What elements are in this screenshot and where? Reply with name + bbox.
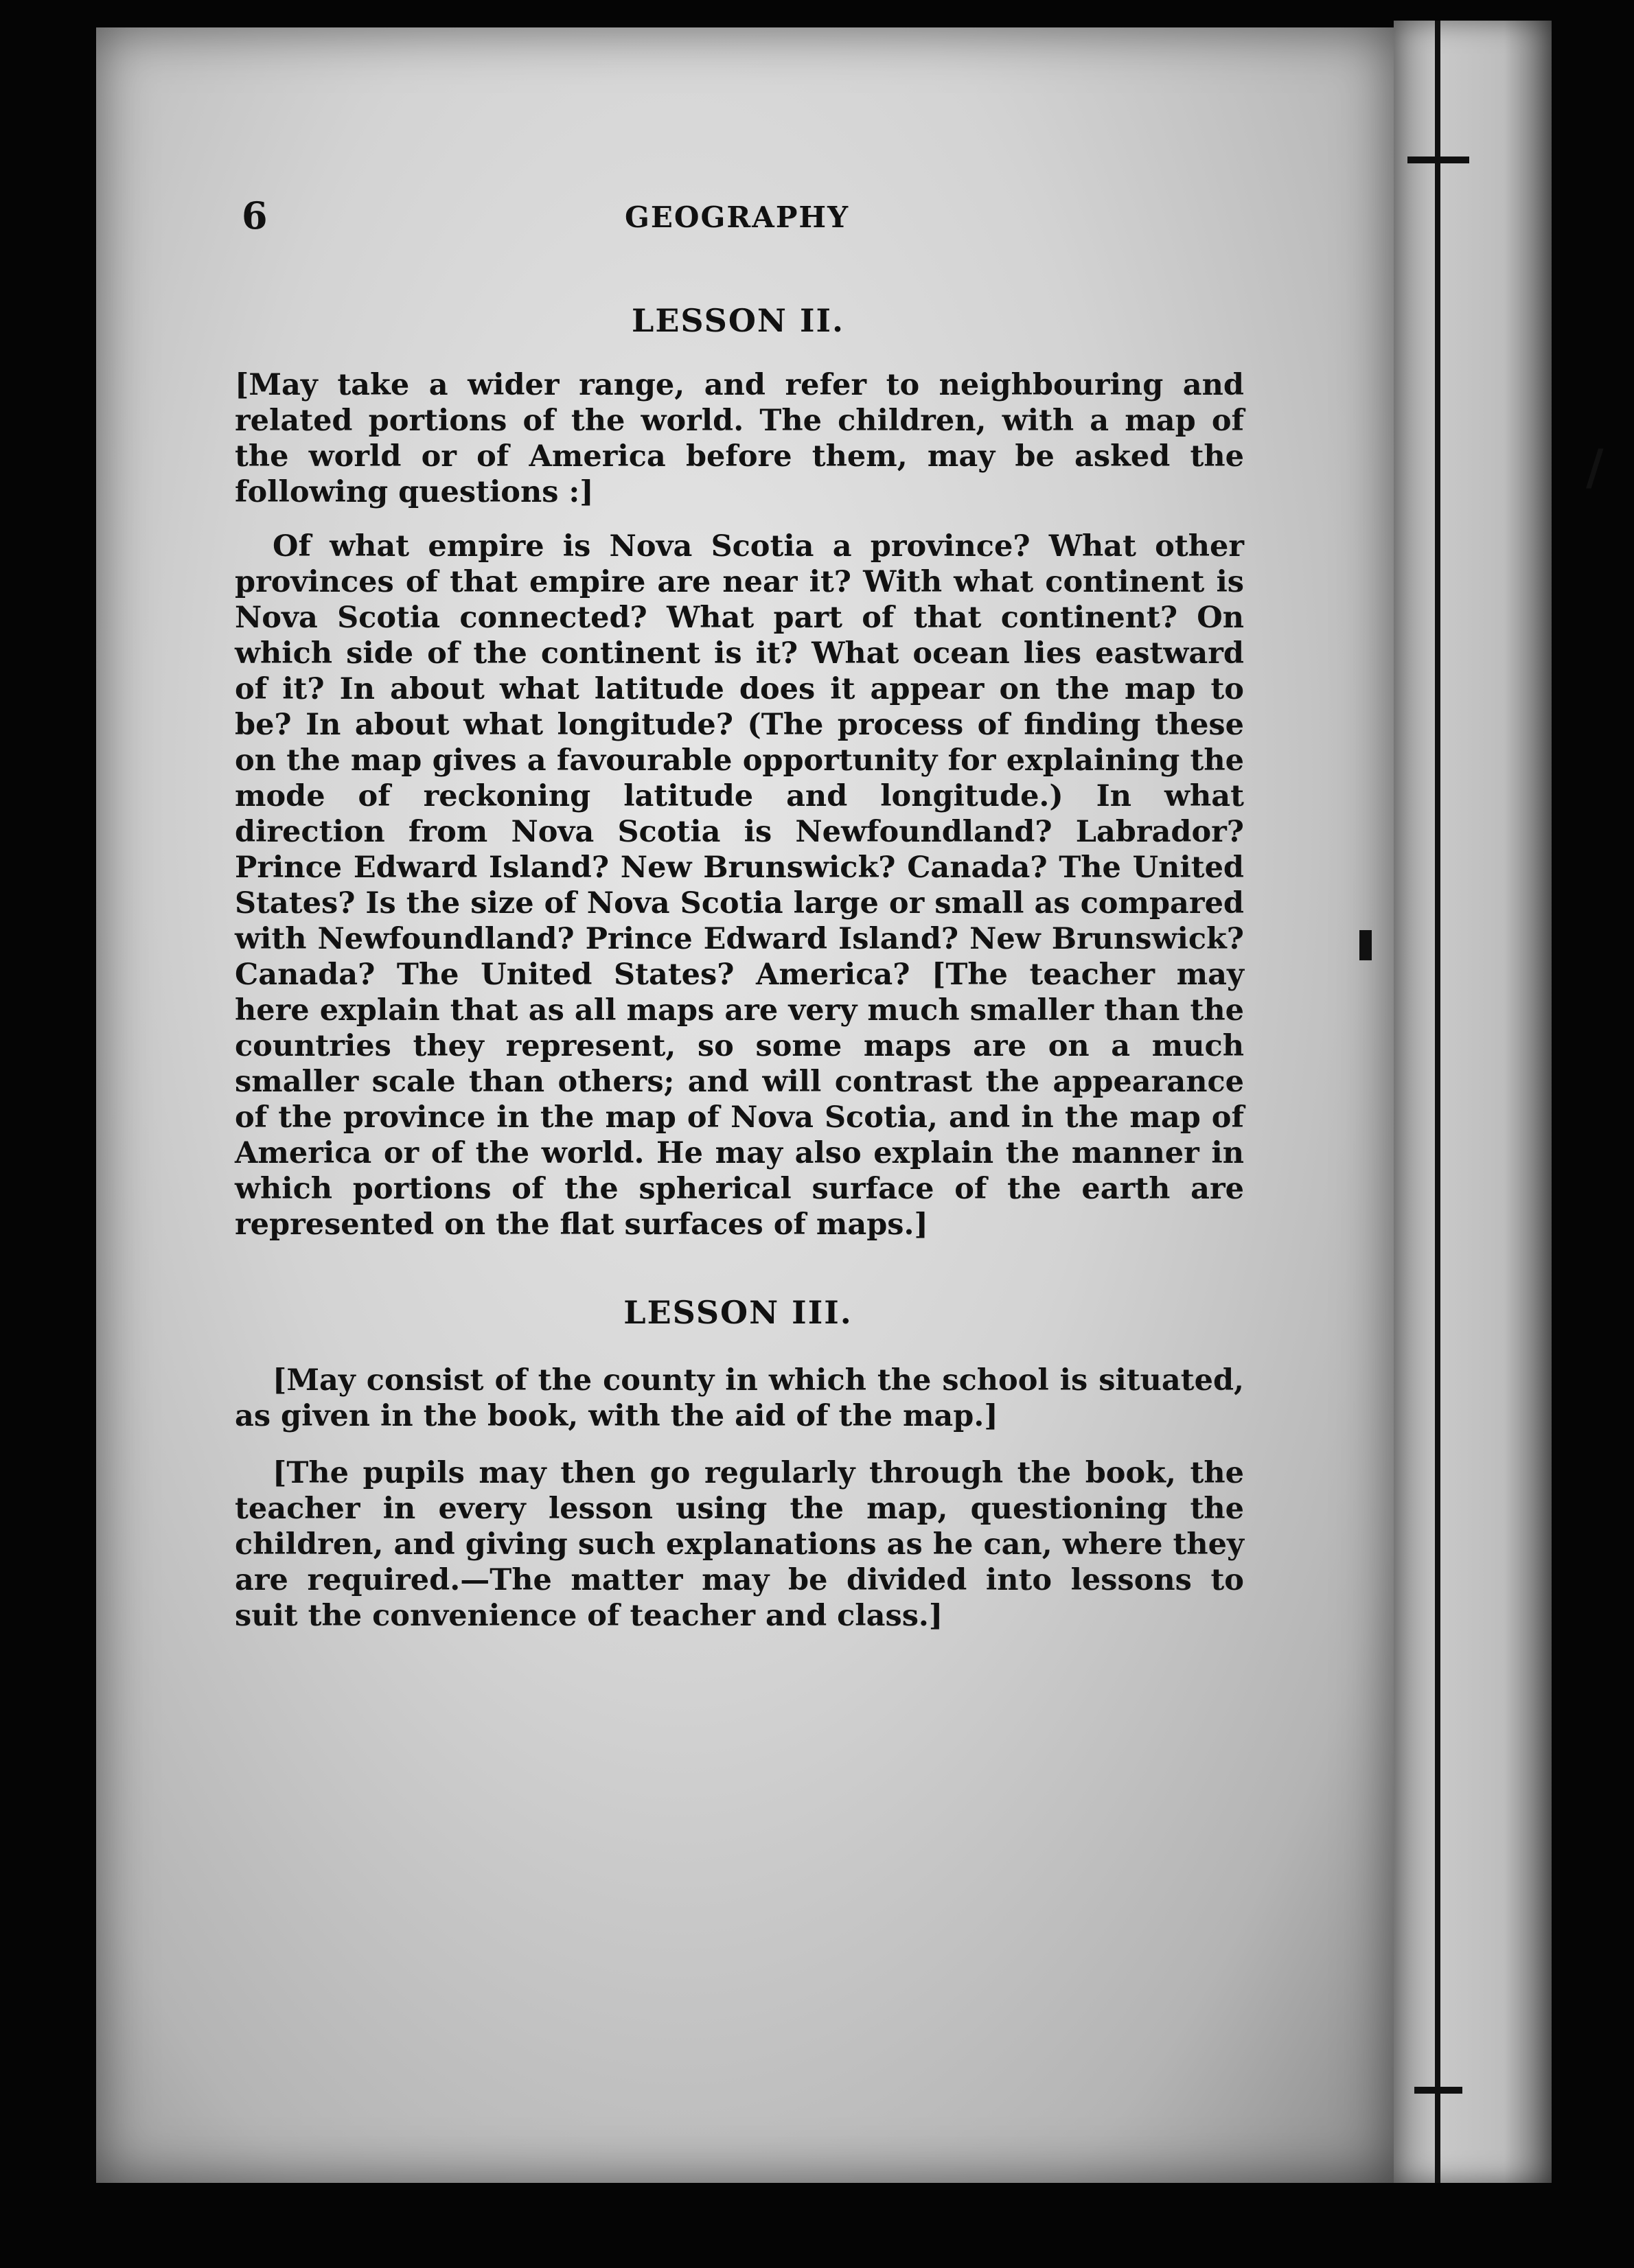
- facing-page-edge: [1394, 21, 1552, 2183]
- page-number: 6: [242, 194, 268, 238]
- lesson-2-questions: Of what empire is Nova Scotia a province? What other provinces of that empire are near it? With what continent is Nova Scotia connected? What part of that continent? On which side of the continent is it? What ocean lies eastward of it? In about what latitude does it appear on the map to be? In about what longitude? (The process of finding these on the map gives a favourable opportunity for explaining the mode of reckoning latitude and longitude.) In what direction from Nova Scotia is Newfoundland? Labrador? Prince Edward Island? New Brunswick? Canada? The United States? Is the size of Nova Scotia large or small as compared with Newfoundland? Prince Edward Island? New Brunswick? Canada? The United States? America? [The teacher may here explain that as all maps are very much smaller than the countries they represent, so some maps are on a much smaller scale than others; and will contrast the appearance of the province in the map of Nova Scotia, and in the map of America or of the world. He may also explain the manner in which portions of the spherical surface of the earth are represented on the flat surfaces of maps.]: [235, 529, 1244, 1242]
- margin-pencil-mark: /: [1586, 439, 1604, 496]
- lesson-2-heading: LESSON II.: [631, 302, 844, 339]
- running-head: GEOGRAPHY: [625, 200, 850, 234]
- lesson-3-paragraph-2: [The pupils may then go regularly through the book, the teacher in every lesson using the map, questioning the children, and giving such explanations as he can, where they are required.—The matter may be divided into lessons to suit the convenience of teacher and class.]: [235, 1456, 1244, 1633]
- gutter-rule-tick-bottom: [1414, 2087, 1462, 2094]
- gutter-rule-tick-top: [1407, 157, 1469, 163]
- gutter-rule: [1435, 21, 1440, 2183]
- lesson-3-paragraph-1: [May consist of the county in which the school is situated, as given in the book, with the aid of the map.]: [235, 1363, 1244, 1433]
- lesson-2-intro: [May take a wider range, and refer to neighbouring and related portions of the world. The children, with a map of the world or of America before them, may be asked the following questions :]: [235, 368, 1244, 509]
- margin-ink-blot: [1359, 930, 1372, 960]
- lesson-3-heading: LESSON III.: [623, 1294, 853, 1331]
